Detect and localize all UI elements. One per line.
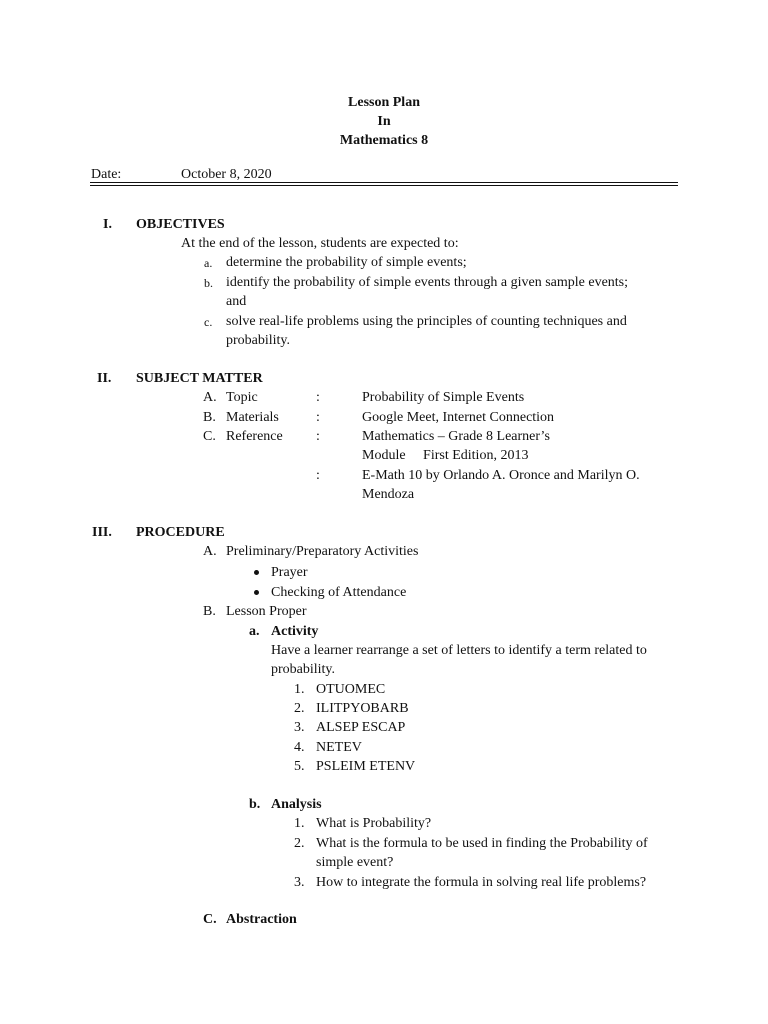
activity-item-1: OTUOMEC [316, 682, 386, 697]
analysis-item-1: What is Probability? [316, 816, 432, 831]
objective-b-marker: b. [204, 276, 213, 290]
subject-heading: SUBJECT MATTER [136, 371, 263, 386]
procedure-b-marker: B. [203, 604, 216, 619]
header-rule-top [90, 182, 678, 183]
procedure-a-bullet-2: Checking of Attendance [271, 585, 407, 600]
activity-item-5-num: 5. [294, 759, 305, 774]
subject-row-topic-colon: : [316, 390, 320, 405]
header-rule-bottom [90, 185, 678, 186]
analysis-marker: b. [249, 797, 261, 812]
activity-item-1-num: 1. [294, 682, 305, 697]
subject-reference-2-line-2: Mendoza [362, 487, 415, 502]
activity-item-4: NETEV [316, 740, 362, 755]
subject-row-materials-label: Materials [226, 410, 279, 425]
activity-item-5: PSLEIM ETENV [316, 759, 416, 774]
objective-c-text: solve real-life problems using the principles of counting techniques and [226, 314, 627, 329]
activity-item-3: ALSEP ESCAP [316, 720, 406, 735]
activity-description: Have a learner rearrange a set of letters to identify a term related to [271, 643, 647, 658]
activity-marker: a. [249, 624, 260, 639]
bullet-icon [254, 590, 259, 595]
objective-c-text-cont: probability. [226, 333, 291, 348]
subject-row-reference-colon: : [316, 429, 320, 444]
activity-description-cont: probability. [271, 662, 336, 677]
analysis-item-2-num: 2. [294, 836, 305, 851]
analysis-item-3-num: 3. [294, 875, 305, 890]
analysis-title: Analysis [271, 797, 322, 812]
title-line-3: Mathematics 8 [339, 133, 429, 148]
activity-item-4-num: 4. [294, 740, 305, 755]
procedure-c-marker: C. [203, 912, 217, 927]
procedure-a-bullet-1: Prayer [271, 565, 308, 580]
subject-numeral: II. [97, 371, 112, 386]
objective-c-marker: c. [204, 315, 213, 329]
subject-row-materials-value: Google Meet, Internet Connection [362, 410, 555, 425]
subject-row-materials-colon: : [316, 410, 320, 425]
procedure-numeral: III. [92, 525, 112, 540]
analysis-item-3: How to integrate the formula in solving real life problems? [316, 875, 647, 890]
subject-reference-2-colon: : [316, 468, 320, 483]
objectives-heading: OBJECTIVES [136, 217, 225, 232]
activity-item-2-num: 2. [294, 701, 305, 716]
objective-a-text: determine the probability of simple events; [226, 255, 467, 270]
subject-row-topic-label: Topic [226, 390, 258, 405]
objective-a-marker: a. [204, 256, 213, 270]
subject-reference-2-line-1: E-Math 10 by Orlando A. Oronce and Marilyn O. [362, 468, 640, 483]
analysis-item-2: What is the formula to be used in finding the Probability of [316, 836, 648, 851]
subject-row-topic-value: Probability of Simple Events [362, 390, 525, 405]
analysis-item-1-num: 1. [294, 816, 305, 831]
objectives-intro: At the end of the lesson, students are expected to: [181, 236, 459, 251]
objective-b-text: identify the probability of simple events through a given sample events; [226, 275, 629, 290]
analysis-item-2-cont: simple event? [316, 855, 394, 870]
date-label: Date: [91, 167, 122, 182]
subject-reference-line-2: Module First Edition, 2013 [362, 448, 529, 463]
title-line-2: In [377, 114, 391, 129]
date-value: October 8, 2020 [181, 167, 272, 182]
bullet-icon [254, 570, 259, 575]
title-line-1: Lesson Plan [348, 95, 420, 110]
objectives-numeral: I. [103, 217, 112, 232]
objective-b-text-cont: and [226, 294, 247, 309]
activity-item-2: ILITPYOBARB [316, 701, 409, 716]
subject-row-topic-marker: A. [203, 390, 217, 405]
procedure-b-title: Lesson Proper [226, 604, 307, 619]
procedure-heading: PROCEDURE [136, 525, 225, 540]
procedure-a-title: Preliminary/Preparatory Activities [226, 544, 419, 559]
subject-row-reference-value: Mathematics – Grade 8 Learner’s [362, 429, 550, 444]
activity-item-3-num: 3. [294, 720, 305, 735]
subject-row-reference-label: Reference [226, 429, 283, 444]
activity-title: Activity [271, 624, 319, 639]
procedure-a-marker: A. [203, 544, 217, 559]
subject-row-materials-marker: B. [203, 410, 216, 425]
procedure-c-title: Abstraction [226, 912, 297, 927]
subject-row-reference-marker: C. [203, 429, 216, 444]
